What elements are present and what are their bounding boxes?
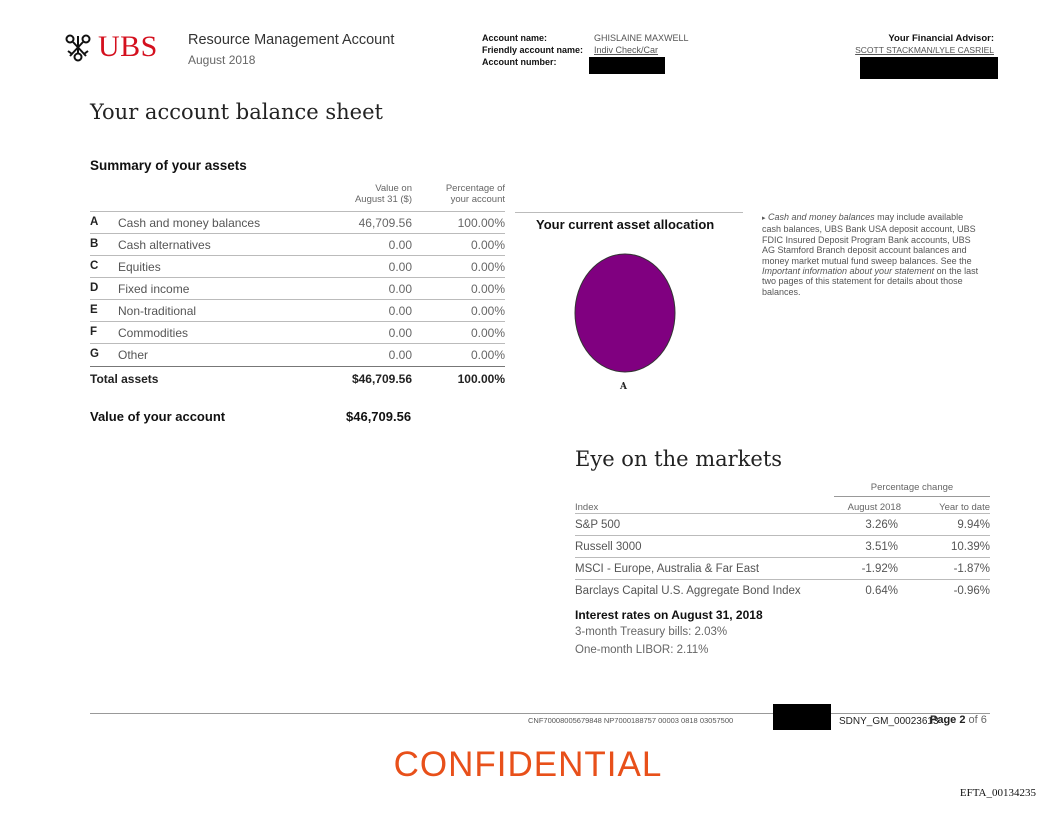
bullet-icon: ▸ (762, 215, 766, 222)
allocation-pie-chart (573, 252, 677, 374)
efta-number: EFTA_00134235 (959, 787, 1036, 799)
interest-rate-line: 3-month Treasury bills: 2.03% (575, 626, 728, 638)
account-value-label: Value of your account (90, 409, 226, 424)
total-assets-percent: 100.00% (457, 372, 505, 386)
friendly-name-value: Indiv Check/Car (594, 45, 659, 55)
value-header-line2: August 31 ($) (354, 194, 412, 205)
allocation-note (762, 212, 984, 297)
market-index: Barclays Capital U.S. Aggregate Bond Index (575, 585, 801, 597)
interest-rates-title: Interest rates on August 31, 2018 (575, 608, 763, 622)
allocation-divider (515, 212, 743, 213)
asset-row (90, 233, 505, 256)
asset-row (90, 299, 505, 322)
percent-header-line1: Percentage of (445, 183, 505, 194)
footer-code: CNF70008005679848 NP7000188757 00003 0818 03057500 (528, 716, 734, 725)
asset-value: 46,709.56 (358, 216, 412, 230)
advisor-redaction (860, 57, 998, 79)
bates-stamp: SDNY_GM_00023613 (839, 716, 939, 727)
asset-value: 0.00 (388, 326, 412, 340)
asset-letter: B (90, 238, 99, 250)
balance-sheet-title: Your account balance sheet (90, 100, 383, 124)
note-italic-2: Important information about your statement (762, 266, 935, 277)
percent-header-line2: your account (450, 194, 505, 205)
asset-letter: D (90, 282, 99, 294)
pie-slice-a (575, 254, 675, 372)
market-ytd: -0.96% (953, 585, 990, 597)
asset-row (90, 321, 505, 344)
note-italic-1: Cash and money balances (768, 212, 875, 222)
asset-row (90, 343, 505, 366)
market-month: 3.51% (865, 541, 898, 553)
page-of: of 6 (968, 714, 987, 726)
confidential-stamp: CONFIDENTIAL (393, 745, 663, 784)
asset-value: 0.00 (388, 282, 412, 296)
percentage-change-header: Percentage change (834, 482, 990, 497)
market-ytd: 9.94% (957, 519, 990, 531)
market-month: 3.26% (865, 519, 898, 531)
asset-letter: A (90, 216, 99, 228)
total-assets-row (90, 366, 505, 389)
summary-title: Summary of your assets (90, 158, 247, 173)
account-number-label: Account number: (482, 57, 557, 67)
asset-name: Equities (118, 260, 161, 274)
market-row (575, 579, 990, 602)
asset-percent: 100.00% (457, 216, 505, 230)
asset-letter: G (90, 348, 99, 360)
account-name-label: Account name: (482, 33, 548, 43)
document-title: Resource Management Account (188, 32, 395, 48)
ubs-logo (62, 30, 158, 64)
asset-name: Non-traditional (118, 304, 197, 318)
month-column-header: August 2018 (847, 502, 901, 513)
asset-row (90, 255, 505, 278)
footer-divider (90, 713, 990, 714)
asset-percent: 0.00% (470, 326, 505, 340)
market-row (575, 513, 990, 536)
asset-value: 0.00 (388, 348, 412, 362)
asset-name: Other (118, 348, 149, 362)
asset-value: 0.00 (388, 304, 412, 318)
footer-redaction (773, 704, 831, 730)
asset-percent: 0.00% (470, 238, 505, 252)
page-indicator (930, 714, 987, 726)
asset-percent: 0.00% (470, 282, 505, 296)
market-ytd: 10.39% (950, 541, 990, 553)
asset-value: 0.00 (388, 260, 412, 274)
account-number-redaction (589, 57, 665, 74)
market-row (575, 535, 990, 558)
asset-name: Fixed income (118, 282, 190, 296)
value-header-line1: Value on (375, 183, 412, 194)
market-month: -1.92% (861, 563, 898, 575)
total-assets-value: $46,709.56 (351, 372, 412, 386)
total-assets-label: Total assets (90, 372, 159, 386)
allocation-title: Your current asset allocation (536, 217, 715, 232)
asset-percent: 0.00% (470, 348, 505, 362)
market-index: Russell 3000 (575, 541, 642, 553)
asset-value: 0.00 (388, 238, 412, 252)
market-row (575, 557, 990, 580)
asset-row (90, 211, 505, 234)
asset-name: Commodities (118, 326, 189, 340)
advisor-value: SCOTT STACKMAN/LYLE CASRIEL (855, 45, 994, 55)
asset-letter: E (90, 304, 98, 316)
account-value: $46,709.56 (346, 409, 412, 424)
asset-letter: F (90, 326, 98, 338)
document-date: August 2018 (188, 53, 256, 67)
percent-column-header (420, 183, 505, 205)
markets-title: Eye on the markets (575, 447, 783, 471)
asset-name: Cash alternatives (118, 238, 211, 252)
asset-letter: C (90, 260, 99, 272)
value-column-header (330, 183, 412, 205)
asset-name: Cash and money balances (118, 216, 261, 230)
market-index: S&P 500 (575, 519, 621, 531)
market-month: 0.64% (865, 585, 898, 597)
note-text-2: on the last two pages of this statement for details about those balances. (762, 266, 979, 297)
logo-text: UBS (98, 30, 158, 63)
note-text-1: may include available cash balances, UBS Bank USA deposit account, UBS FDIC Insured Deposit Program Bank accounts, UBS AG Stamford Branch deposit account balances and money market mutual fund sweep balances. See the (762, 212, 976, 266)
ytd-column-header: Year to date (939, 502, 990, 513)
market-index: MSCI - Europe, Australia & Far East (575, 563, 760, 575)
asset-percent: 0.00% (470, 304, 505, 318)
asset-row (90, 277, 505, 300)
pie-label: A (620, 382, 627, 392)
interest-rate-line: One-month LIBOR: 2.11% (575, 644, 709, 656)
index-column-header: Index (575, 502, 599, 513)
friendly-name-label: Friendly account name: (482, 45, 584, 55)
market-ytd: -1.87% (953, 563, 990, 575)
account-name-value: GHISLAINE MAXWELL (594, 33, 689, 43)
keys-icon (62, 32, 94, 62)
advisor-label: Your Financial Advisor: (888, 33, 994, 44)
page-label: Page (930, 714, 957, 726)
asset-percent: 0.00% (470, 260, 505, 274)
page-number: 2 (959, 714, 966, 726)
